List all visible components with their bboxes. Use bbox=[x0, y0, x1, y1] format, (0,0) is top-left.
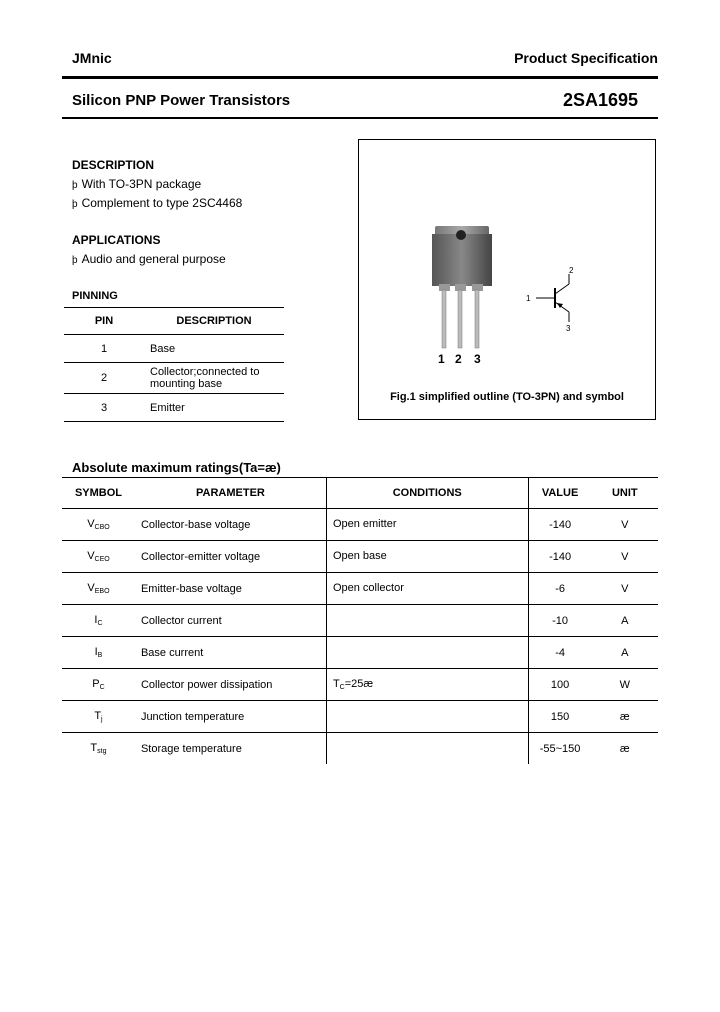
unit-cell: A bbox=[592, 605, 658, 637]
header-rule bbox=[62, 76, 658, 79]
unit-cell: V bbox=[592, 509, 658, 541]
figure-caption: Fig.1 simplified outline (TO-3PN) and symbol bbox=[390, 391, 624, 403]
ratings-title: Absolute maximum ratings(Ta=æ) bbox=[72, 460, 281, 475]
parameter-cell: Base current bbox=[135, 637, 327, 669]
conditions-col-header: CONDITIONS bbox=[326, 478, 528, 509]
value-col-header: VALUE bbox=[528, 478, 592, 509]
symbol-cell: $P_C$ bbox=[62, 669, 135, 701]
symbol-cell: $T_j$ bbox=[62, 701, 135, 733]
parameter-cell: Emitter-base voltage bbox=[135, 573, 327, 605]
bullet-icon: þ bbox=[72, 199, 78, 210]
package-pin-label: 1 bbox=[438, 352, 445, 366]
table-row bbox=[62, 733, 658, 765]
applications-item: þ Audio and general purpose bbox=[72, 252, 226, 266]
package-pin-label: 2 bbox=[455, 352, 462, 366]
conditions-cell: Open base bbox=[326, 541, 528, 573]
parameter-cell: Collector current bbox=[135, 605, 327, 637]
table-row bbox=[62, 605, 658, 637]
title-rule bbox=[62, 117, 658, 119]
description-heading: DESCRIPTION bbox=[72, 158, 155, 172]
parameter-cell: Collector-base voltage bbox=[135, 509, 327, 541]
unit-cell: W bbox=[592, 669, 658, 701]
symbol-base-label: 1 bbox=[526, 294, 531, 303]
value-cell: -10 bbox=[528, 605, 592, 637]
unit-col-header: UNIT bbox=[592, 478, 658, 509]
value-cell: 100 bbox=[528, 669, 592, 701]
table-row bbox=[62, 701, 658, 733]
package-pin-label: 3 bbox=[474, 352, 481, 366]
unit-cell: V bbox=[592, 573, 658, 605]
table-row bbox=[62, 669, 658, 701]
parameter-cell: Junction temperature bbox=[135, 701, 327, 733]
document-title: Silicon PNP Power Transistors bbox=[72, 92, 291, 109]
parameter-col-header: PARAMETER bbox=[135, 478, 327, 509]
conditions-cell bbox=[326, 605, 528, 637]
parameter-cell: Storage temperature bbox=[135, 733, 327, 765]
symbol-emitter-label: 3 bbox=[566, 324, 571, 333]
applications-heading: APPLICATIONS bbox=[72, 233, 161, 247]
spec-label: Product Specification bbox=[514, 50, 658, 66]
conditions-cell: $T_C=25æ$ bbox=[326, 669, 528, 701]
transistor-symbol-icon bbox=[519, 262, 599, 342]
unit-cell: A bbox=[592, 637, 658, 669]
value-cell: -140 bbox=[528, 509, 592, 541]
part-number: 2SA1695 bbox=[562, 90, 638, 110]
parameter-cell: Collector-emitter voltage bbox=[135, 541, 327, 573]
table-row bbox=[62, 573, 658, 605]
symbol-cell: $V_{CBO}$ bbox=[62, 509, 135, 541]
unit-cell: æ bbox=[592, 701, 658, 733]
conditions-cell bbox=[326, 733, 528, 765]
table-row bbox=[62, 637, 658, 669]
unit-cell: æ bbox=[592, 733, 658, 765]
value-cell: -6 bbox=[528, 573, 592, 605]
value-cell: 150 bbox=[528, 701, 592, 733]
pinning-heading: PINNING bbox=[72, 290, 118, 302]
description-item: þ Complement to type 2SC4468 bbox=[72, 196, 243, 210]
ratings-table bbox=[62, 477, 658, 764]
pin-col-header: PIN bbox=[64, 308, 144, 335]
pinning-table bbox=[64, 307, 284, 422]
description-item: þ With TO-3PN package bbox=[72, 177, 202, 191]
symbol-cell: $I_C$ bbox=[62, 605, 135, 637]
conditions-cell: Open collector bbox=[326, 573, 528, 605]
value-cell: -140 bbox=[528, 541, 592, 573]
value-cell: -4 bbox=[528, 637, 592, 669]
table-row bbox=[62, 541, 658, 573]
symbol-cell: $V_{EBO}$ bbox=[62, 573, 135, 605]
table-row: 1 Base bbox=[64, 335, 284, 363]
symbol-col-header: SYMBOL bbox=[62, 478, 135, 509]
table-row: 2 Collector;connected to mounting base bbox=[64, 363, 284, 394]
symbol-collector-label: 2 bbox=[569, 266, 574, 275]
conditions-cell bbox=[326, 701, 528, 733]
value-cell: -55~150 bbox=[528, 733, 592, 765]
parameter-cell: Collector power dissipation bbox=[135, 669, 327, 701]
symbol-cell: $I_B$ bbox=[62, 637, 135, 669]
package-outline-image bbox=[359, 140, 657, 380]
symbol-cell: $V_{CEO}$ bbox=[62, 541, 135, 573]
bullet-icon: þ bbox=[72, 255, 78, 266]
conditions-cell: Open emitter bbox=[326, 509, 528, 541]
table-row: 3 Emitter bbox=[64, 394, 284, 422]
company-name: JMnic bbox=[72, 50, 112, 66]
unit-cell: V bbox=[592, 541, 658, 573]
bullet-icon: þ bbox=[72, 180, 78, 191]
conditions-cell bbox=[326, 637, 528, 669]
desc-col-header: DESCRIPTION bbox=[144, 308, 284, 335]
figure-box bbox=[358, 139, 656, 420]
table-row bbox=[62, 509, 658, 541]
symbol-cell: $T_{stg}$ bbox=[62, 733, 135, 765]
